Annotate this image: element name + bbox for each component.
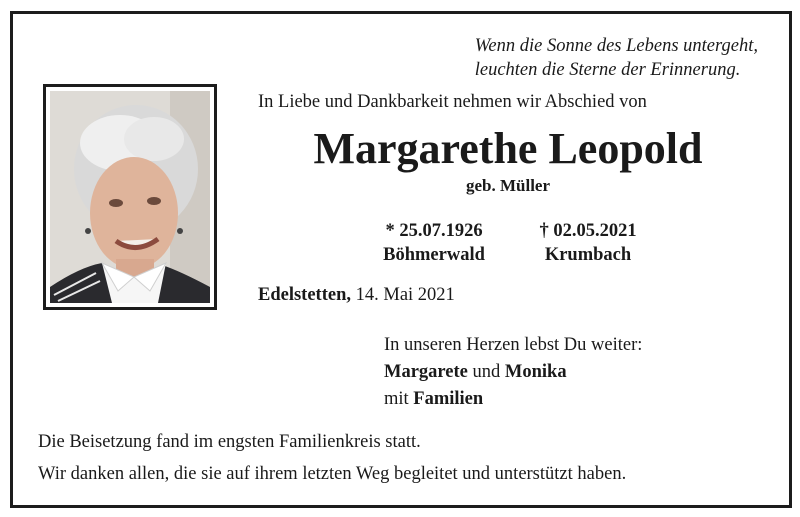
motto-line-2: leuchten die Sterne der Erinnerung. xyxy=(474,60,741,80)
portrait-frame xyxy=(43,84,217,310)
mourners-names xyxy=(384,359,642,386)
mourners-families: Familien xyxy=(413,389,484,409)
mourners xyxy=(384,332,642,413)
footer-line-2: Wir danken allen, die sie auf ihrem letzten Weg begleitet und unterstützt haben. xyxy=(38,464,627,484)
birth-place: Böhmerwald xyxy=(383,245,485,265)
footer-line-1: Die Beisetzung fand im engsten Familienkreis statt. xyxy=(38,432,421,452)
life-dates xyxy=(370,219,670,269)
portrait-photo xyxy=(50,91,210,303)
mourners-connector: und xyxy=(472,362,501,382)
deceased-name: Margarethe Leopold xyxy=(313,124,703,173)
motto xyxy=(475,34,758,82)
place: Edelstetten, xyxy=(258,285,351,305)
footer-text xyxy=(38,426,626,490)
mourners-families-line xyxy=(384,386,642,413)
portrait-image xyxy=(50,91,210,303)
death-date: † 02.05.2021 xyxy=(539,221,637,241)
maiden-name: geb. Müller xyxy=(465,176,551,195)
motto-line-1: Wenn die Sonne des Lebens untergeht, xyxy=(474,36,758,56)
mourner-name-1: Margarete xyxy=(384,362,468,382)
birth-info xyxy=(364,219,504,267)
death-place: Krumbach xyxy=(544,245,632,265)
mourner-name-2: Monika xyxy=(504,362,567,382)
mourners-intro: In unseren Herzen lebst Du weiter: xyxy=(384,335,643,355)
date: 14. Mai 2021 xyxy=(355,285,455,305)
place-and-date xyxy=(258,285,455,306)
intro-text: In Liebe und Dankbarkeit nehmen wir Abschied von xyxy=(258,92,647,112)
birth-date: * 25.07.1926 xyxy=(385,221,483,241)
death-info xyxy=(518,219,658,267)
mourners-with: mit xyxy=(384,389,409,409)
